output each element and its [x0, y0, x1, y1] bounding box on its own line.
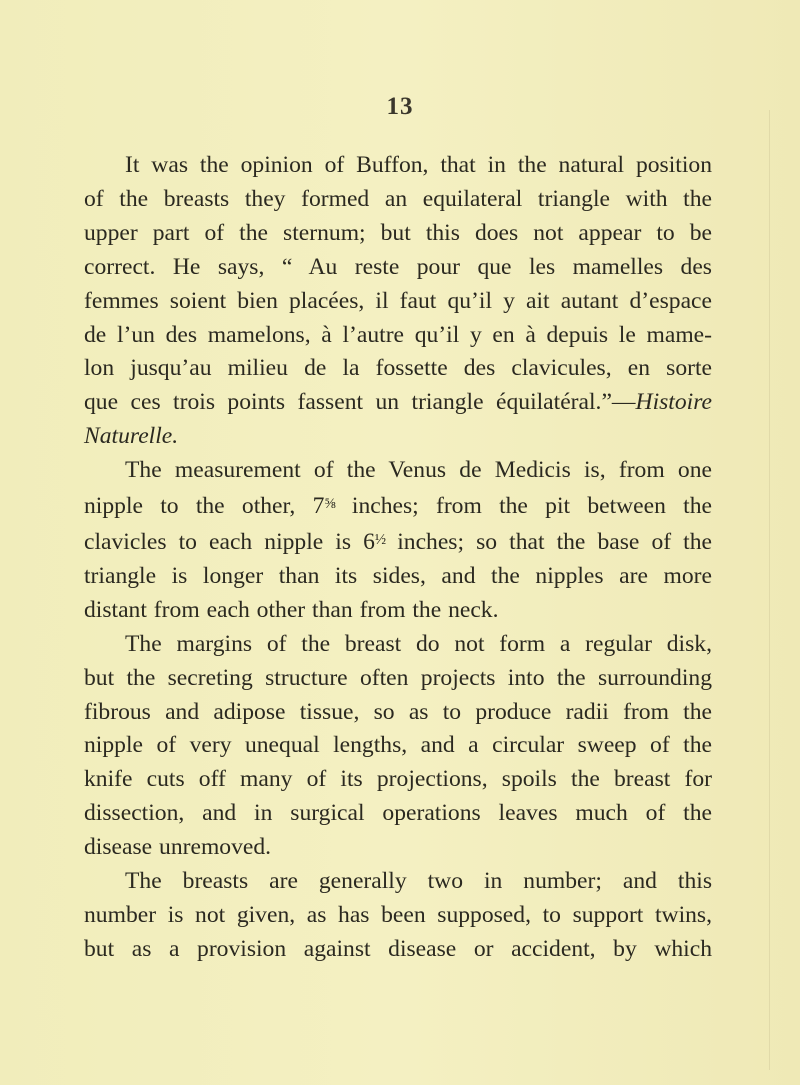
text-line: fibrous and adipose tissue, so as to produce radii from the	[84, 698, 712, 725]
text-line: It was the opinion of Buffon, that in the natural position	[125, 152, 712, 178]
text-line	[84, 488, 712, 524]
text-line: correct. He says, “ Au reste pour que les mamelles des	[84, 253, 712, 280]
page-number: 13	[386, 93, 414, 120]
text-line: knife cuts off many of its projections, spoils the breast for	[84, 766, 712, 793]
text-line: disease unremoved.	[84, 834, 272, 861]
text-line: distant from each other than from the neck.	[84, 596, 499, 623]
page-edge-shadow	[769, 110, 800, 1070]
text-segment: nipple to the other, 7	[84, 493, 325, 520]
text-segment: inches; from the pit between the	[351, 493, 712, 520]
text-line: of the breasts they formed an equilateral triangle with the	[84, 185, 712, 212]
fraction: ½	[374, 531, 386, 548]
text-line: but as a provision against disease or accident, by which	[84, 935, 712, 962]
text-line: triangle is longer than its sides, and the nipples are more	[84, 562, 712, 589]
text-line: de l’un des mamelons, à l’autre qu’il y en à depuis le mame-	[84, 321, 712, 348]
text-line: but the secreting structure often projects into the surrounding	[84, 664, 712, 691]
text-line: The margins of the breast do not form a regular disk,	[125, 630, 712, 657]
text-line: The breasts are generally two in number; and this	[125, 868, 712, 895]
body-text	[84, 149, 712, 967]
text-line: dissection, and in surgical operations leaves much of the	[84, 800, 712, 827]
text-line: femmes soient bien placées, il faut qu’il y ait autant d’espace	[84, 287, 712, 314]
text-segment: inches; so that the base of the	[397, 528, 712, 555]
text-line: number is not given, as has been supposed, to support twins,	[84, 901, 712, 928]
citation-title: Histoire	[635, 389, 712, 416]
text-line: The measurement of the Venus de Medicis is, from one	[125, 457, 712, 484]
text-line	[84, 386, 712, 420]
text-line	[84, 524, 712, 560]
text-segment: que ces trois points fassent un triangle équilatéral.”—	[84, 389, 636, 416]
text-line	[84, 420, 712, 454]
text-line: lon jusqu’au milieu de la fossette des clavicules, en sorte	[84, 355, 712, 382]
fraction: ⅝	[324, 496, 335, 513]
citation-title: Naturelle.	[84, 423, 179, 450]
text-line: upper part of the sternum; but this does not appear to be	[84, 219, 712, 246]
text-segment: clavicles to each nipple is 6	[84, 528, 375, 555]
text-line: nipple of very unequal lengths, and a circular sweep of the	[84, 732, 712, 759]
